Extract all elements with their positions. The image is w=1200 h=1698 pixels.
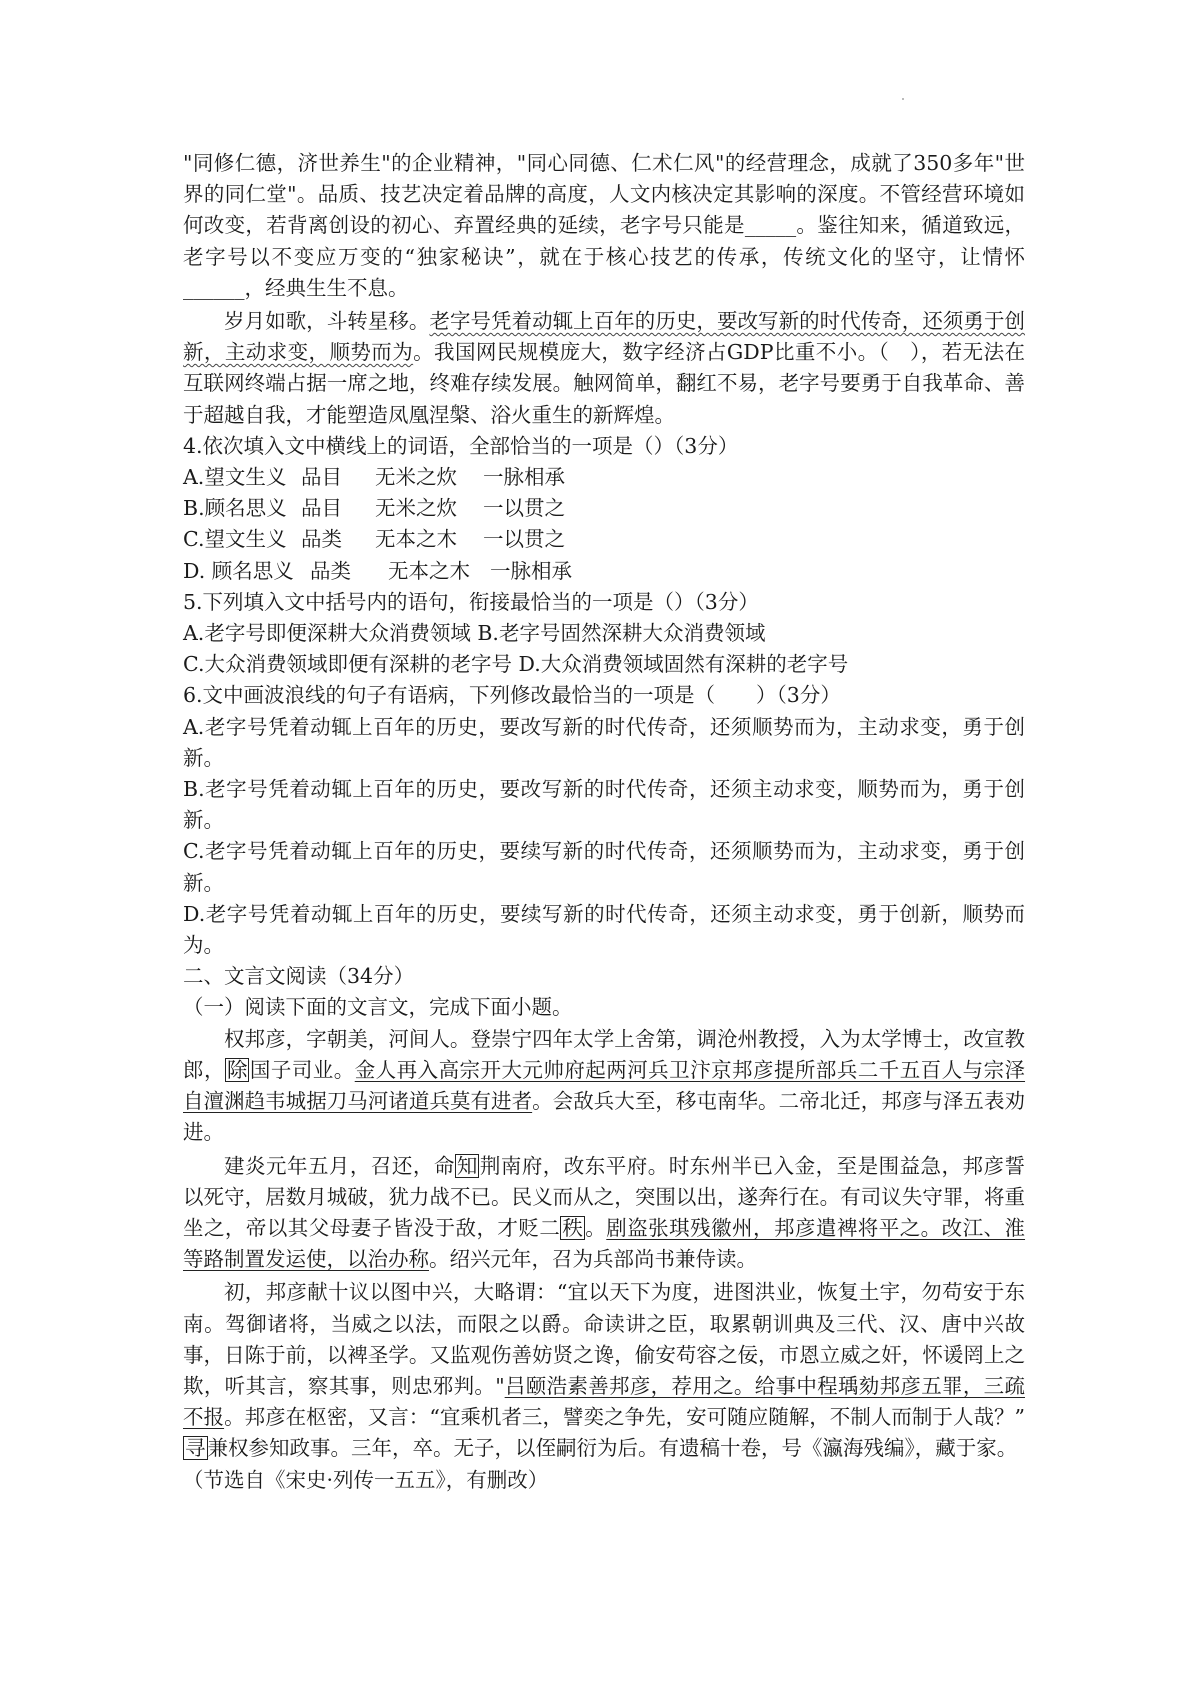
- q5-options-line-2: [183, 649, 1025, 680]
- classical-text: 。会敌兵大至，移屯南华。二帝北迁，邦彦与泽五表劝进。: [183, 1089, 1026, 1145]
- q5-option-c: C.大众消费领域即便有深耕的老字号: [183, 652, 512, 677]
- option-cell: 一脉相承: [490, 558, 572, 583]
- q4-option-a: [183, 462, 1025, 493]
- boxed-character: 秩: [562, 1215, 583, 1240]
- classical-text: 国子司业。: [249, 1057, 355, 1082]
- classical-paragraph-3: [183, 1277, 1025, 1464]
- q6-option-a: A.老字号凭着动辄上百年的历史，要改写新的时代传奇，还须顺势而为，主动求变，勇于创新。: [183, 714, 1025, 770]
- q5-option-a: A.老字号即便深耕大众消费领域: [183, 621, 471, 646]
- underlined-sentence: 金人再入高宗开大元帅府起两河兵卫汴京邦彦提所部兵二千五百人与宗泽自澶渊趋韦城据刀马河诸道兵莫有进者: [183, 1057, 1026, 1114]
- passage-paragraph-1: [183, 148, 1025, 304]
- option-cell: 无米之炊: [375, 465, 457, 490]
- source-citation: （节选自《宋史·列传一五五》，有删改）: [183, 1467, 549, 1492]
- wavy-underlined-sentence: 老字号凭着动辄上百年的历史，要改写新的时代传奇，还须勇于创新，主动求变，顺势而为: [183, 309, 1026, 365]
- boxed-character: 除: [226, 1057, 248, 1082]
- passage-text: "同修仁德，济世养生"的企业精神，"同心同德、仁术仁风"的经营理念，成就了350多年"世界的同仁堂"。品质、技艺决定着品牌的高度，人文内核决定其影响的深度。不管经营环境如何改变，若背离创设的初心、弃置经典的延续，老字号只能是: [183, 151, 1025, 238]
- option-cell: B.顾名思义: [183, 496, 287, 521]
- classical-text: 荆南府，改东平府。时东州半已入金，至是围益急，邦彦誓以死守，居数月城破，犹力战不已。民义而从之，突围以出，遂奔行在。有司议失守罪，将重坐之，帝以其父母妻子皆没于敌，才贬二: [183, 1153, 1026, 1240]
- option-cell: 无米之炊: [375, 496, 457, 521]
- q5-option-b: B.老字号固然深耕大众消费领域: [477, 621, 766, 646]
- answer-blank-1: _____: [744, 213, 797, 238]
- question-6-stem: 6.文中画波浪线的句子有语病，下列修改最恰当的一项是（ ）（3分）: [183, 683, 841, 708]
- section-subheading: （一）阅读下面的文言文，完成下面小题。: [183, 995, 573, 1020]
- option-cell: 品目: [301, 496, 342, 521]
- option-cell: C.望文生义: [183, 527, 287, 552]
- underlined-sentence: 吕颐浩素善邦彦，荐用之。给事中程瑀劾邦彦五罪，三疏不报: [183, 1373, 1025, 1430]
- answer-blank-2: ______: [183, 275, 245, 300]
- option-cell: 一以贯之: [483, 527, 565, 552]
- option-cell: 品类: [310, 558, 351, 583]
- q5-options-line-1: [183, 618, 1025, 649]
- option-cell: 一以贯之: [483, 496, 565, 521]
- classical-paragraph-1: [183, 1024, 1025, 1149]
- passage-paragraph-2: [183, 306, 1025, 431]
- boxed-character: 知: [456, 1153, 478, 1178]
- option-cell: 一脉相承: [483, 465, 565, 490]
- question-5-stem: 5.下列填入文中括号内的语句，衔接最恰当的一项是（）（3分）: [183, 589, 759, 614]
- classical-text: 。: [584, 1215, 607, 1240]
- classical-text: 建炎元年五月，召还，命: [224, 1153, 455, 1178]
- exam-page: [183, 148, 1025, 1496]
- q4-option-b: [183, 493, 1025, 524]
- passage-text: 。我国网民规模庞大，数字经济占GDP比重不小。（ ），若无法在互联网终端占据一席之地，终难存续发展。触网简单，翻红不易，老字号要勇于自我革命、善于超越自我，才能塑造凤凰涅槃、浴火重生的新辉煌。: [183, 340, 1025, 427]
- q4-option-c: [183, 524, 1025, 555]
- q4-option-d: [183, 556, 1025, 587]
- option-cell: A.望文生义: [183, 465, 287, 490]
- question-4-stem: 4.依次填入文中横线上的词语，全部恰当的一项是（）（3分）: [183, 433, 739, 458]
- option-cell: D. 顾名思义: [183, 558, 294, 583]
- classical-text: 权邦彦，字朝美，河间人。登崇宁四年太学上舍第，调沧州教授，入为太学博士，改宣教郎，: [183, 1026, 1025, 1082]
- section-heading: 二、文言文阅读（34分）: [183, 964, 415, 989]
- passage-text: ，经典生生不息。: [244, 275, 409, 300]
- boxed-character: 寻: [185, 1436, 206, 1461]
- speck-mark: [902, 98, 904, 100]
- classical-text: 。邦彦在枢密，又言：“宜乘机者三，譬奕之争先，安可随应随解，不制人而制于人哉？”: [224, 1405, 1026, 1430]
- option-cell: 品目: [301, 465, 342, 490]
- passage-text: 岁月如歌，斗转星移。: [224, 309, 430, 334]
- underlined-sentence: 剧盗张琪残徽州，邦彦遣裨将平之。改江、淮等路制置发运使，以治办称: [183, 1215, 1026, 1272]
- passage-text: 。鉴往知来，循道致远，老字号以不变应万变的“独家秘诀”，就在于核心技艺的传承，传统文化的坚守，让情怀: [183, 213, 1026, 269]
- option-cell: 无本之木: [375, 527, 457, 552]
- option-cell: 品类: [301, 527, 342, 552]
- classical-text: 。绍兴元年，召为兵部尚书兼侍读。: [429, 1247, 757, 1272]
- q6-option-d: D.老字号凭着动辄上百年的历史，要续写新的时代传奇，还须主动求变，勇于创新，顺势而为。: [183, 901, 1025, 958]
- option-cell: 无本之木: [388, 558, 470, 583]
- q6-option-c: C.老字号凭着动辄上百年的历史，要续写新的时代传奇，还须顺势而为，主动求变，勇于创新。: [183, 839, 1025, 895]
- classical-text: 初，邦彦献十议以图中兴，大略谓：“宜以天下为度，进图洪业，恢复土宇，勿苟安于东南。驾御诸将，当威之以法，而限之以爵。命读讲之臣，取累朝训典及三代、汉、唐中兴故事，日陈于前，以裨圣学。又监观伤善妨贤之谗，偷安苟容之佞，市恩立威之奸，怀谖罔上之欺，听其言，察其事，则忠邪判。": [183, 1280, 1025, 1398]
- q6-option-b: B.老字号凭着动辄上百年的历史，要改写新的时代传奇，还须主动求变，顺势而为，勇于创新。: [183, 777, 1025, 833]
- q5-option-d: D.大众消费领域固然有深耕的老字号: [518, 652, 849, 677]
- classical-text: 兼权参知政事。三年，卒。无子，以侄嗣衍为后。有遗稿十卷，号《瀛海残编》，藏于家。: [207, 1436, 1018, 1461]
- classical-paragraph-2: [183, 1151, 1025, 1276]
